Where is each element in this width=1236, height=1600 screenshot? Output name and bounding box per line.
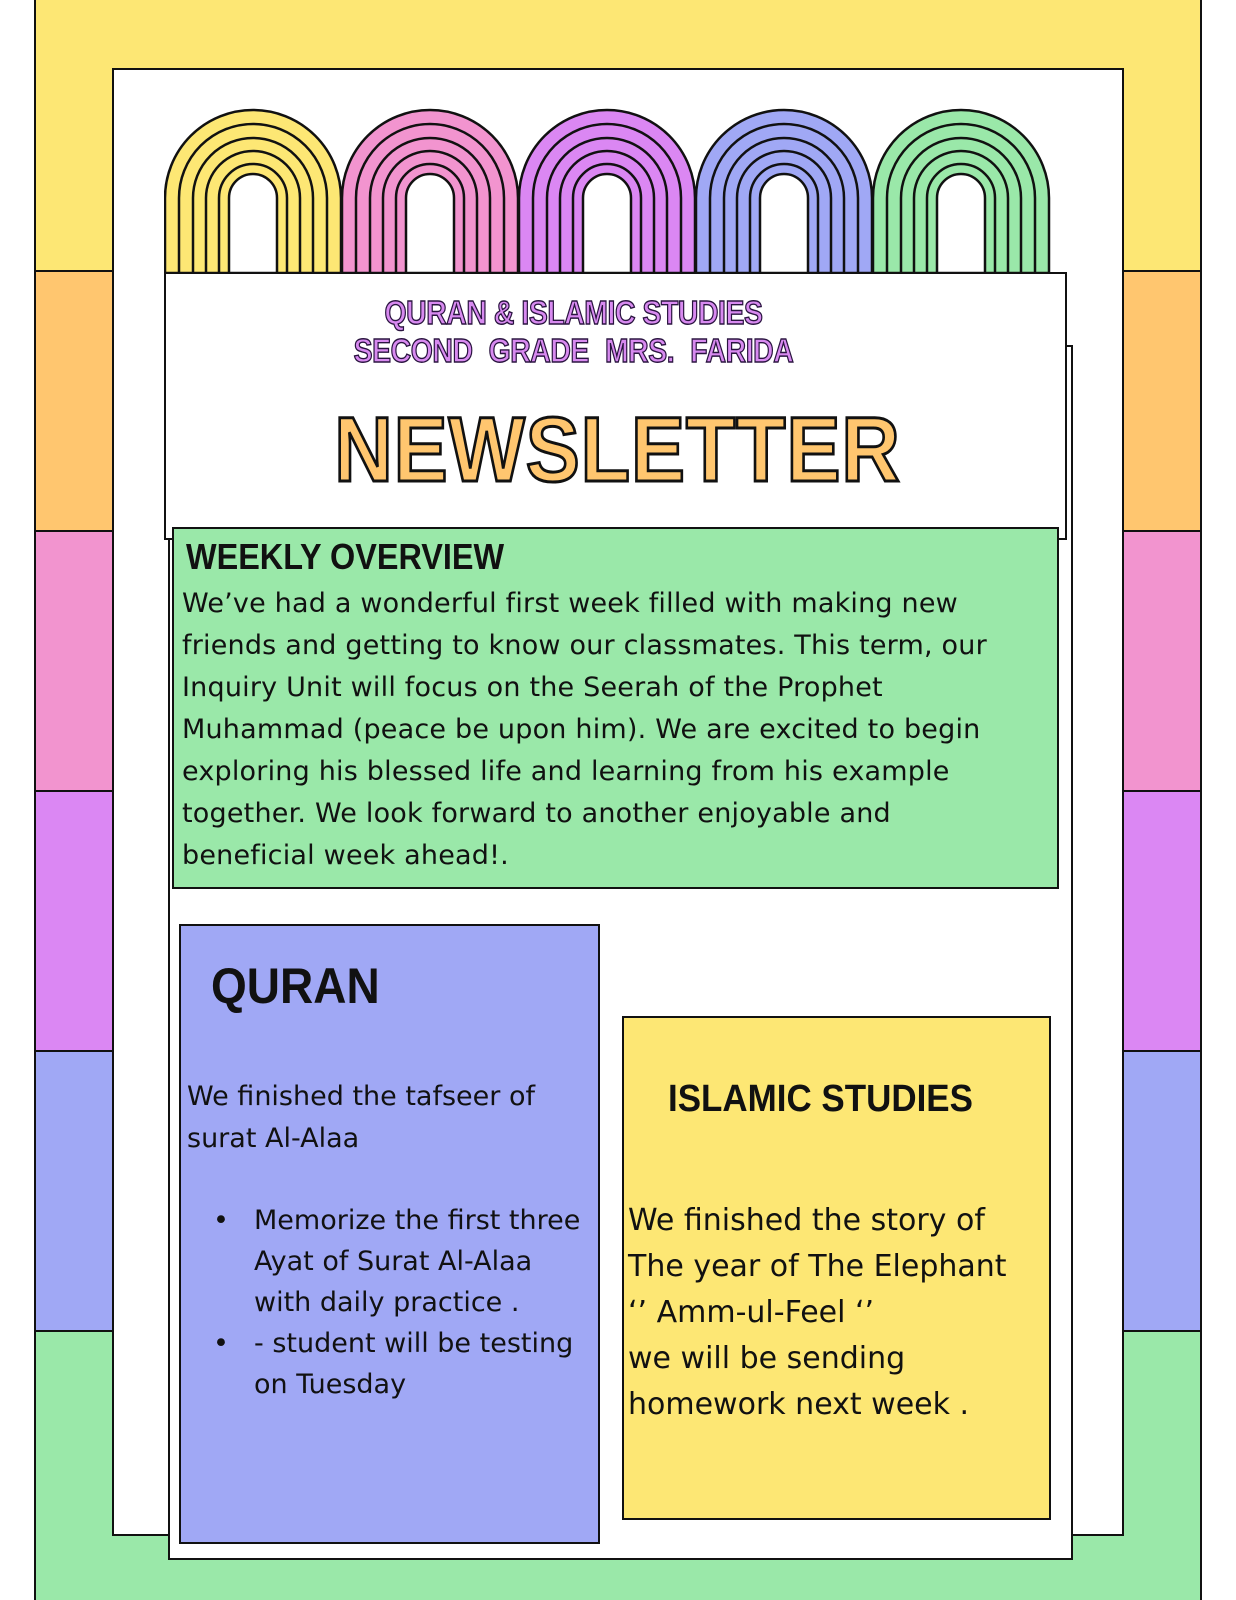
islamic-studies-text: We finished the story of The year of The Elephant ‘’ Amm-ul-Feel ‘’ we will be sending homework next week .: [628, 1203, 1007, 1422]
arch-green: [873, 110, 1049, 273]
rainbow-arches: [164, 108, 1067, 278]
quran-bullet-item: • Memorize the first three Ayat of Surat Al-Alaa with daily practice .: [211, 1200, 601, 1323]
quran-section: [179, 924, 600, 1544]
weekly-overview-heading: WEEKLY OVERVIEW: [186, 536, 505, 577]
arch-pink: [342, 110, 518, 273]
arch-yellow: [165, 110, 341, 273]
islamic-studies-heading: ISLAMIC STUDIES: [668, 1078, 973, 1120]
weekly-overview-box: [172, 527, 1059, 889]
quran-bullet-list: [211, 1200, 601, 1405]
quran-bullet-item: • - student will be testing on Tuesday: [211, 1323, 601, 1405]
islamic-studies-section: [622, 1016, 1051, 1520]
subtitle-line-1: QURAN & ISLAMIC STUDIES: [384, 294, 763, 331]
arch-blue: [696, 110, 872, 273]
quran-heading: QURAN: [211, 958, 380, 1014]
header-box: [164, 272, 1067, 540]
quran-text: We finished the tafseer of surat Al-Alaa: [187, 1081, 535, 1154]
weekly-overview-text: We’ve had a wonderful first week filled with making new friends and getting to know our classmates. This term, our Inquiry Unit will focus on the Seerah of the Prophet Muhammad (peace be upon him). We are excited to begin exploring his blessed life and learning from his example together. We look forward to another enjoyable and beneficial week ahead!.: [182, 588, 987, 871]
arch-purple: [519, 110, 695, 273]
newsletter-title: NEWSLETTER: [334, 399, 901, 501]
subtitle-line-2: SECOND GRADE MRS. FARIDA: [353, 332, 794, 369]
